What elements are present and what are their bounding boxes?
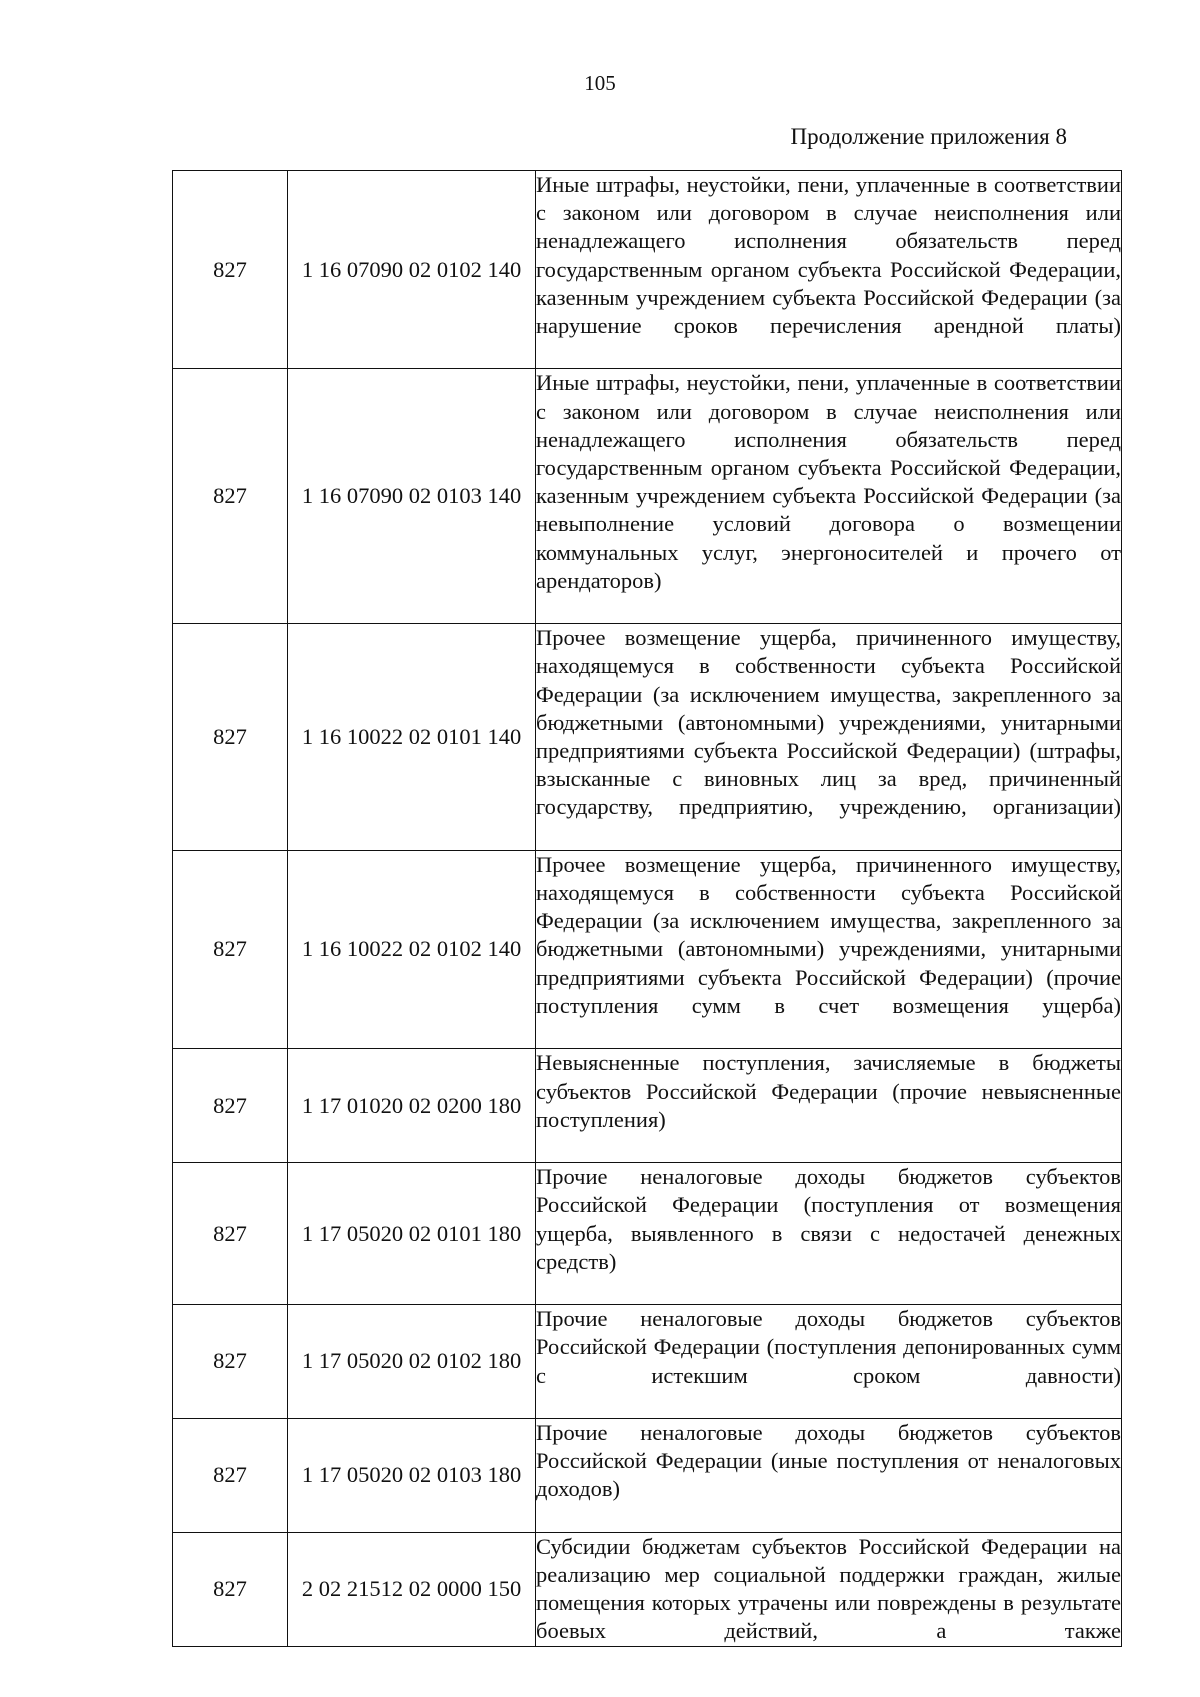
budget-code-cell: 1 17 05020 02 0101 180 — [288, 1163, 536, 1305]
description-cell — [536, 369, 1122, 624]
description-cell — [536, 171, 1122, 369]
budget-code-cell: 1 16 07090 02 0102 140 — [288, 171, 536, 369]
table-row — [173, 850, 1122, 1048]
description-text: Прочее возмещение ущерба, причиненного имуществу, находящемуся в собственности субъекта Российской Федерации (за исключением имущества, закрепленного за бюджетными (автономными) учреждениями, унитарными предприятиями субъекта Российской Федерации) (штрафы, взысканные с виновных лиц за вред, причиненный государству, предприятию, учреждению, организации) — [536, 625, 1121, 820]
admin-code-cell: 827 — [173, 1049, 288, 1163]
description-text: Прочие неналоговые доходы бюджетов субъектов Российской Федерации (поступления от возмещения ущерба, выявленного в связи с недостачей денежных средств) — [536, 1164, 1121, 1274]
description-cell — [536, 1418, 1122, 1532]
table-row — [173, 1049, 1122, 1163]
description-text: Прочее возмещение ущерба, причиненного имуществу, находящемуся в собственности субъекта Российской Федерации (за исключением имущества, закрепленного за бюджетными (автономными) учреждениями, унитарными предприятиями субъекта Российской Федерации) (прочие поступления сумм в счет возмещения ущерба) — [536, 851, 1121, 1018]
description-text: Иные штрафы, неустойки, пени, уплаченные в соответствии с законом или договором в случае неисполнения или ненадлежащего исполнения обязательств перед государственным органом субъекта Российской Федерации, казенным учреждением субъекта Российской Федерации (за нарушение сроков перечисления арендной платы) — [536, 172, 1121, 339]
description-cell — [536, 1163, 1122, 1305]
budget-code-cell: 1 17 05020 02 0102 180 — [288, 1305, 536, 1419]
table-row — [173, 1418, 1122, 1532]
description-cell — [536, 850, 1122, 1048]
budget-code-cell: 1 16 10022 02 0102 140 — [288, 850, 536, 1048]
description-text: Субсидии бюджетам субъектов Российской Федерации на реализацию мер социальной поддержки граждан, жилые помещения которых утрачены или повреждены в результате боевых действий, а также — [536, 1533, 1121, 1644]
table-row — [173, 1305, 1122, 1419]
admin-code-cell: 827 — [173, 850, 288, 1048]
admin-code-cell: 827 — [173, 369, 288, 624]
admin-code-cell: 827 — [173, 624, 288, 851]
admin-code-cell: 827 — [173, 1163, 288, 1305]
admin-code-cell: 827 — [173, 1532, 288, 1646]
table-row — [173, 369, 1122, 624]
description-text: Иные штрафы, неустойки, пени, уплаченные в соответствии с законом или договором в случае неисполнения или ненадлежащего исполнения обязательств перед государственным органом субъекта Российской Федерации, казенным учреждением субъекта Российской Федерации (за невыполнение условий договора о возмещении коммунальных услуг, энергоносителей и прочего от арендаторов) — [536, 370, 1121, 593]
description-text: Прочие неналоговые доходы бюджетов субъектов Российской Федерации (поступления депонированных сумм с истекшим сроком давности) — [536, 1306, 1121, 1388]
budget-code-cell: 1 17 05020 02 0103 180 — [288, 1418, 536, 1532]
admin-code-cell: 827 — [173, 1305, 288, 1419]
description-cell — [536, 1049, 1122, 1163]
budget-codes-table — [172, 170, 1122, 1647]
admin-code-cell: 827 — [173, 171, 288, 369]
table-row — [173, 624, 1122, 851]
admin-code-cell: 827 — [173, 1418, 288, 1532]
description-text: Прочие неналоговые доходы бюджетов субъектов Российской Федерации (иные поступления от неналоговых доходов) — [536, 1419, 1121, 1502]
page-number: 105 — [584, 71, 616, 95]
description-cell — [536, 1305, 1122, 1419]
budget-code-cell: 2 02 21512 02 0000 150 — [288, 1532, 536, 1646]
budget-code-cell: 1 16 10022 02 0101 140 — [288, 624, 536, 851]
description-cell — [536, 624, 1122, 851]
description-text: Невыясненные поступления, зачисляемые в бюджеты субъектов Российской Федерации (прочие невыясненные поступления) — [536, 1050, 1121, 1132]
budget-code-cell: 1 16 07090 02 0103 140 — [288, 369, 536, 624]
table-row — [173, 1532, 1122, 1646]
table-row — [173, 1163, 1122, 1305]
table-row — [173, 171, 1122, 369]
description-cell — [536, 1532, 1122, 1646]
continuation-label: Продолжение приложения 8 — [790, 124, 1067, 149]
budget-code-cell: 1 17 01020 02 0200 180 — [288, 1049, 536, 1163]
